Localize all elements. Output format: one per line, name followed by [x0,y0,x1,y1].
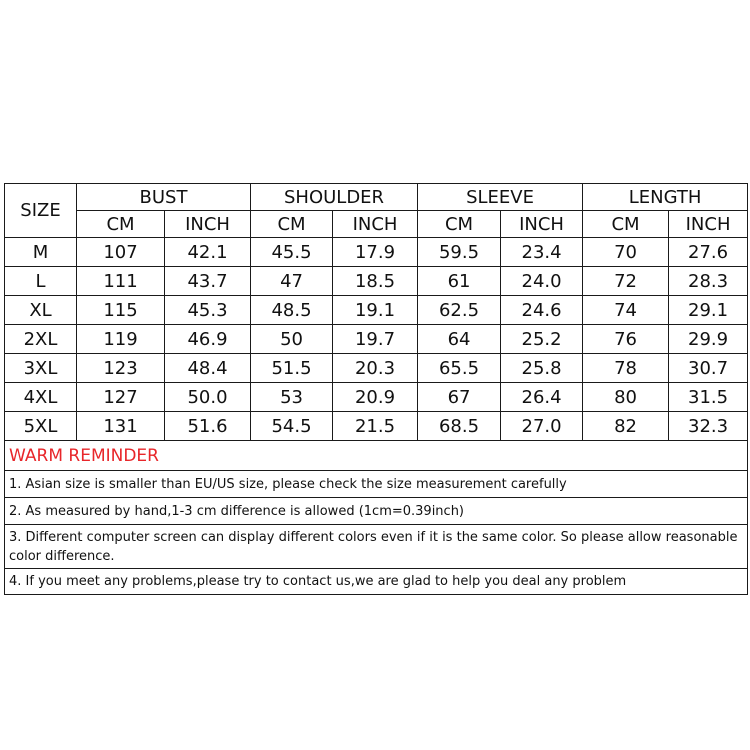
measurement-cell: 59.5 [418,238,501,267]
measurement-cell: 51.5 [251,354,333,383]
reminder-note: 4. If you meet any problems,please try to contact us,we are glad to help you deal any problem [5,569,748,595]
measurement-cell: 64 [418,325,501,354]
measurement-cell: 18.5 [333,267,418,296]
size-row [5,354,748,383]
header-row-units [5,211,748,238]
group-header-length: LENGTH [583,184,748,211]
measurement-cell: 62.5 [418,296,501,325]
size-row [5,325,748,354]
measurement-cell: 115 [77,296,165,325]
measurement-cell: 20.9 [333,383,418,412]
measurement-cell: 48.5 [251,296,333,325]
measurement-cell: 27.6 [669,238,748,267]
unit-header: CM [251,211,333,238]
measurement-cell: 43.7 [165,267,251,296]
size-label: 3XL [5,354,77,383]
unit-header: INCH [165,211,251,238]
reminder-note-row [5,498,748,525]
measurement-cell: 27.0 [501,412,583,441]
measurement-cell: 65.5 [418,354,501,383]
measurement-cell: 46.9 [165,325,251,354]
unit-header: CM [418,211,501,238]
size-label: 2XL [5,325,77,354]
measurement-cell: 26.4 [501,383,583,412]
measurement-cell: 24.0 [501,267,583,296]
unit-header: INCH [333,211,418,238]
warm-reminder-title: WARM REMINDER [5,441,748,471]
size-chart-table [4,183,748,595]
size-row [5,267,748,296]
unit-header: INCH [669,211,748,238]
size-label: 5XL [5,412,77,441]
measurement-cell: 42.1 [165,238,251,267]
measurement-cell: 30.7 [669,354,748,383]
size-row [5,296,748,325]
measurement-cell: 68.5 [418,412,501,441]
measurement-cell: 24.6 [501,296,583,325]
warm-reminder-row [5,441,748,471]
measurement-cell: 19.1 [333,296,418,325]
size-row [5,238,748,267]
measurement-cell: 17.9 [333,238,418,267]
measurement-cell: 53 [251,383,333,412]
measurement-cell: 50.0 [165,383,251,412]
group-header-sleeve: SLEEVE [418,184,583,211]
measurement-cell: 119 [77,325,165,354]
measurement-cell: 70 [583,238,669,267]
measurement-cell: 78 [583,354,669,383]
unit-header: CM [77,211,165,238]
measurement-cell: 107 [77,238,165,267]
measurement-cell: 76 [583,325,669,354]
reminder-note: 3. Different computer screen can display different colors even if it is the same color. So please allow reasonable color difference. [5,525,748,569]
measurement-cell: 45.3 [165,296,251,325]
size-label: XL [5,296,77,325]
measurement-cell: 50 [251,325,333,354]
reminder-note: 1. Asian size is smaller than EU/US size, please check the size measurement carefully [5,471,748,498]
reminder-note-row [5,569,748,595]
size-label: M [5,238,77,267]
unit-header: CM [583,211,669,238]
measurement-cell: 28.3 [669,267,748,296]
measurement-cell: 29.9 [669,325,748,354]
measurement-cell: 123 [77,354,165,383]
measurement-cell: 131 [77,412,165,441]
measurement-cell: 25.8 [501,354,583,383]
measurement-cell: 19.7 [333,325,418,354]
measurement-cell: 67 [418,383,501,412]
measurement-cell: 47 [251,267,333,296]
measurement-cell: 74 [583,296,669,325]
size-label: 4XL [5,383,77,412]
measurement-cell: 48.4 [165,354,251,383]
measurement-cell: 21.5 [333,412,418,441]
measurement-cell: 31.5 [669,383,748,412]
unit-header: INCH [501,211,583,238]
measurement-cell: 111 [77,267,165,296]
size-row [5,412,748,441]
measurement-cell: 20.3 [333,354,418,383]
measurement-cell: 127 [77,383,165,412]
measurement-cell: 23.4 [501,238,583,267]
size-label: L [5,267,77,296]
reminder-note-row [5,471,748,498]
measurement-cell: 25.2 [501,325,583,354]
header-row-groups [5,184,748,211]
measurement-cell: 82 [583,412,669,441]
size-header: SIZE [5,184,77,238]
measurement-cell: 51.6 [165,412,251,441]
measurement-cell: 54.5 [251,412,333,441]
size-row [5,383,748,412]
measurement-cell: 80 [583,383,669,412]
measurement-cell: 29.1 [669,296,748,325]
group-header-shoulder: SHOULDER [251,184,418,211]
measurement-cell: 72 [583,267,669,296]
reminder-note: 2. As measured by hand,1-3 cm difference is allowed (1cm=0.39inch) [5,498,748,525]
measurement-cell: 45.5 [251,238,333,267]
reminder-note-row [5,525,748,569]
group-header-bust: BUST [77,184,251,211]
measurement-cell: 32.3 [669,412,748,441]
measurement-cell: 61 [418,267,501,296]
